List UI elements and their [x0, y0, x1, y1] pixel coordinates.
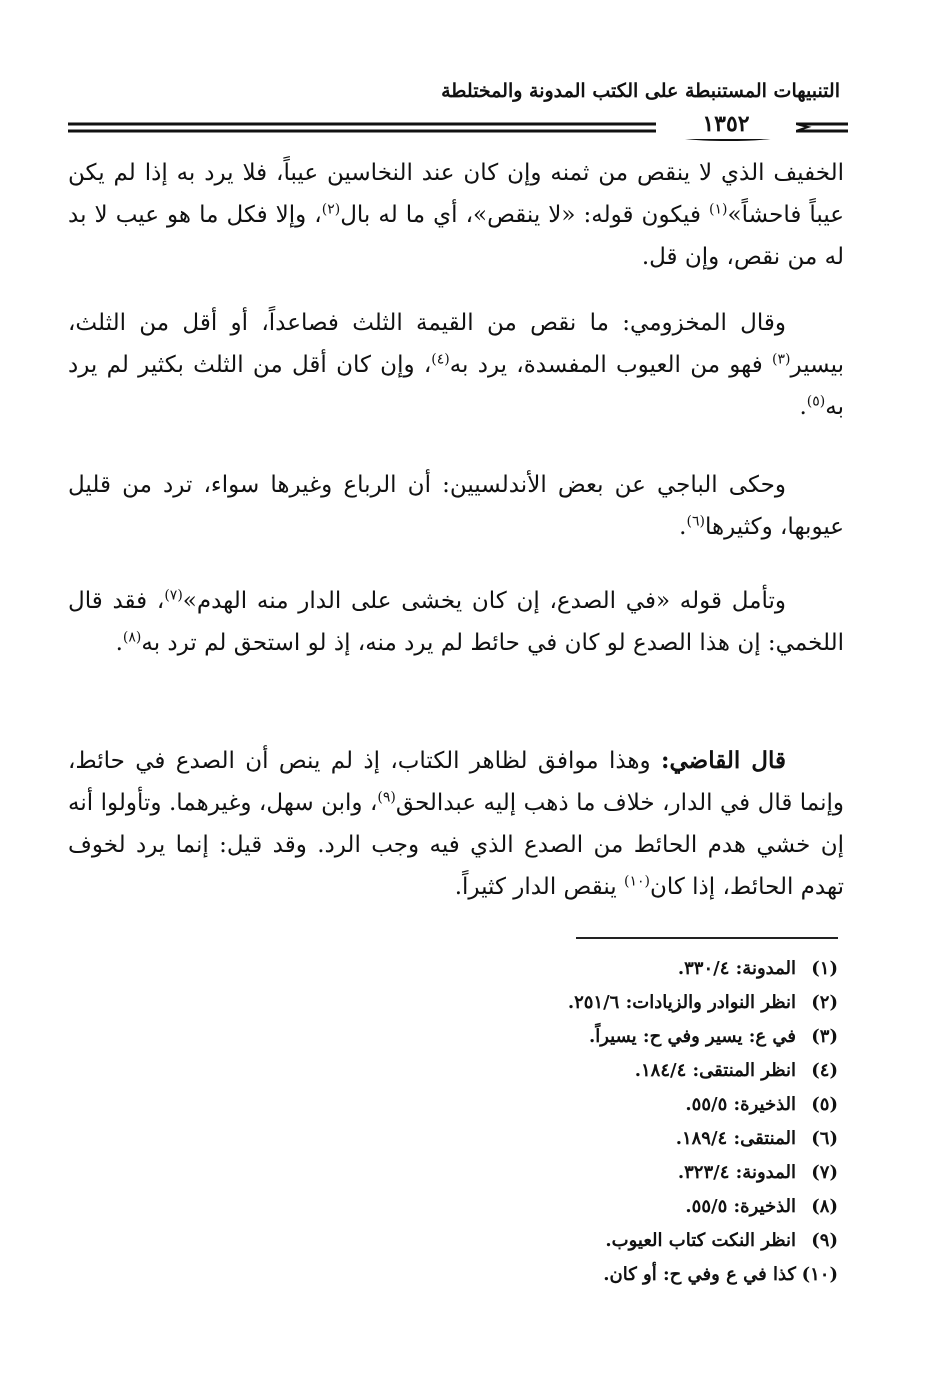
footnote-text: انظر المنتقى: ١٨٤/٤. [634, 1060, 796, 1081]
paragraph [68, 464, 844, 548]
footnote-marker: (١) [709, 201, 728, 218]
footnote-item [198, 952, 838, 986]
footnote-number: (٢) [811, 992, 838, 1013]
footnote-marker: (٣) [772, 351, 791, 368]
page-number: ١٣٥٢ [656, 109, 796, 139]
footnote-item [198, 1224, 838, 1258]
footnote-marker: (٦) [686, 513, 705, 530]
text-segment: فهو من العيوب المفسدة، يرد به [449, 352, 773, 378]
footnote-text: المدونة: ٣٣٠/٤. [677, 958, 796, 979]
footnote-item [198, 1258, 838, 1292]
text-segment: فيكون قوله: «لا ينقص»، أي ما له بال [340, 202, 710, 228]
footnote-number: (٧) [811, 1162, 838, 1183]
text-segment: الخفيف الذي لا ينقص من ثمنه وإن كان عند النخاسين عيباً، فلا يرد به إذا لم يكن عيباً فاحشاً» [68, 160, 844, 228]
footnote-marker: (٥) [806, 393, 826, 410]
footnote-text: كذا في ع وفي ح: أو كان. [603, 1264, 796, 1285]
footnote-number: (٤) [811, 1060, 838, 1081]
text-segment: وهذا موافق لظاهر الكتاب، إذ لم ينص أن الصدع في حائط، وإنما قال في الدار، خلاف ما ذهب إليه عبدالحق [68, 748, 844, 816]
text-segment: ينقص الدار كثيراً. [454, 874, 624, 900]
footnote-number: (٩) [811, 1230, 838, 1251]
text-segment: . [679, 514, 687, 540]
text-segment: . [115, 630, 123, 656]
text-segment: وتأمل قوله «في الصدع، إن كان يخشى على الدار منه الهدم» [182, 588, 786, 614]
footnote-item [198, 1156, 838, 1190]
footnote-text: الذخيرة: ٥٥/٥. [685, 1196, 796, 1217]
footnotes-list [198, 952, 838, 1292]
footnote-text: انظر النكت كتاب العيوب. [605, 1230, 796, 1251]
footnote-item [198, 986, 838, 1020]
footnote-number: (٥) [811, 1094, 838, 1115]
paragraph [68, 740, 844, 908]
footnote-marker: (٩) [377, 789, 396, 806]
footnote-text: انظر النوادر والزيادات: ٢٥١/٦. [567, 992, 796, 1013]
footnote-item [198, 1020, 838, 1054]
footnote-text: في ع: يسير وفي ح: يسيراً. [588, 1026, 796, 1047]
footnote-marker: (٤) [431, 351, 450, 368]
footnote-number: (٨) [811, 1196, 838, 1217]
footnote-number: (٦) [811, 1128, 838, 1149]
footnote-marker: (١٠) [623, 873, 650, 890]
text-segment: ، وإن كان أقل من الثلث بكثير لم يرد به [68, 352, 844, 420]
running-header-title: التنبيهات المستنبطة على الكتب المدونة والمختلطة [441, 80, 840, 102]
footnote-item [198, 1054, 838, 1088]
footnote-text: المنتقى: ١٨٩/٤. [675, 1128, 796, 1149]
text-segment: وحكى الباجي عن بعض الأندلسيين: أن الرباع وغيرها سواء، ترد من قليل عيوبها، وكثيرها [68, 472, 844, 540]
text-segment: . [799, 394, 807, 420]
text-segment: ، وابن سهل، وغيرهما. وتأولوا أنه إن خشي هدم الحائط من الصدع الذي فيه وجب الرد. وقد قيل: إنما يرد لخوف تهدم الحائط، إذا كان [68, 790, 844, 900]
paragraph [68, 580, 844, 664]
footnote-marker: (٢) [321, 201, 341, 218]
footnote-marker: (٨) [122, 629, 142, 646]
footnote-text: المدونة: ٣٢٣/٤. [677, 1162, 796, 1183]
paragraph [68, 302, 844, 428]
footnote-number: (٣) [811, 1026, 838, 1047]
text-segment: وقال المخزومي: ما نقص من القيمة الثلث فصاعداً، أو أقل من الثلث، بيسير [68, 310, 844, 378]
footnote-number: (١٠) [801, 1264, 838, 1285]
footnote-separator [576, 937, 838, 939]
paragraph-lead: قال القاضي: [661, 747, 786, 774]
footnote-item [198, 1088, 838, 1122]
paragraph [68, 152, 844, 278]
text-segment: ، فقد قال اللخمي: إن هذا الصدع لو كان في حائط لم يرد منه، إذ لو استحق لم ترد به [68, 588, 844, 656]
footnote-number: (١) [811, 958, 838, 979]
footnote-item [198, 1190, 838, 1224]
text-segment: ، وإلا فكل ما هو عيب لا بد له من نقص، وإن قل. [68, 202, 844, 270]
footnote-text: الذخيرة: ٥٥/٥. [685, 1094, 796, 1115]
footnote-item [198, 1122, 838, 1156]
footnote-marker: (٧) [164, 587, 183, 604]
